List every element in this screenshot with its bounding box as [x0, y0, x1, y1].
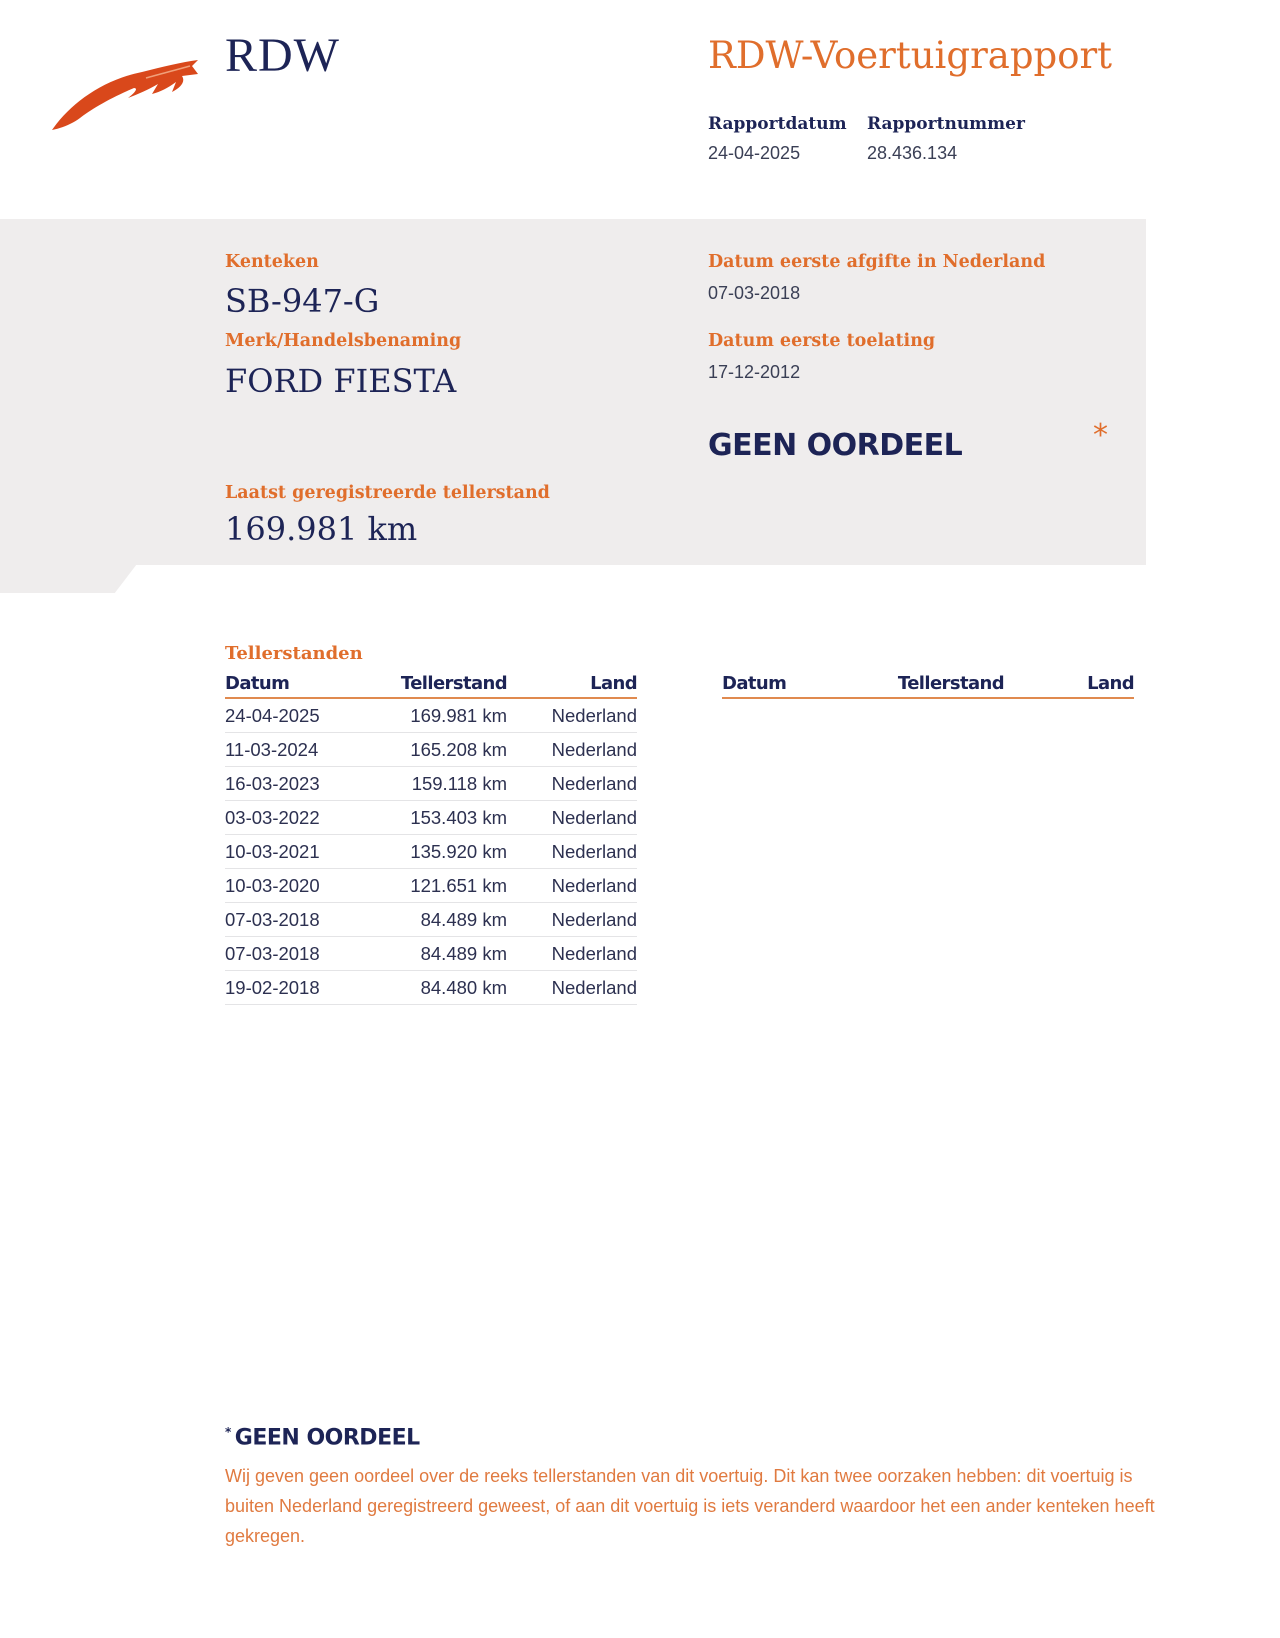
logo-text: RDW	[225, 29, 340, 82]
col-header-country: Land	[507, 668, 637, 698]
first-nl-date-label: Datum eerste afgifte in Nederland	[708, 252, 1046, 272]
row-country: Nederland	[507, 767, 637, 801]
row-reading: 153.403 km	[365, 801, 507, 835]
footnote-text: Wij geven geen oordeel over de reeks tellerstanden van dit voertuig. Dit kan twee oorzaken hebben: dit voertuig is buiten Nederland geregistreerd geweest, of aan dit voertuig is iets veranderd waardoor het een ander kenteken heeft gekregen.	[225, 1466, 1155, 1546]
row-reading: 84.489 km	[365, 937, 507, 971]
table-row	[225, 903, 637, 937]
row-date: 10-03-2020	[225, 869, 365, 903]
make-label: Merk/Handelsbenaming	[225, 331, 462, 351]
verdict-asterisk: *	[1093, 418, 1108, 453]
license-plate: SB-947-G	[225, 282, 380, 320]
row-country: Nederland	[507, 698, 637, 733]
footnote-title-text: GEEN OORDEEL	[234, 1425, 420, 1451]
readings-table-right	[722, 668, 1134, 699]
report-title: RDW-Voertuigrapport	[708, 34, 1113, 77]
first-admission-date: 17-12-2012	[708, 362, 801, 382]
row-date: 16-03-2023	[225, 767, 365, 801]
footnote-title	[225, 1425, 420, 1450]
report-number-label: Rapportnummer	[867, 114, 1025, 134]
table-row	[225, 937, 637, 971]
table-row	[225, 869, 637, 903]
row-country: Nederland	[507, 971, 637, 1005]
col-header-date: Datum	[722, 668, 862, 698]
first-admission-label: Datum eerste toelating	[708, 331, 936, 351]
first-nl-date: 07-03-2018	[708, 283, 801, 303]
row-reading: 169.981 km	[365, 698, 507, 733]
plate-label: Kenteken	[225, 252, 319, 272]
report-number: 28.436.134	[867, 143, 958, 163]
row-date: 10-03-2021	[225, 835, 365, 869]
panel-tab-shape	[0, 560, 140, 593]
row-reading: 84.489 km	[365, 903, 507, 937]
col-header-country: Land	[1004, 668, 1134, 698]
row-country: Nederland	[507, 869, 637, 903]
row-date: 07-03-2018	[225, 937, 365, 971]
col-header-reading: Tellerstand	[365, 668, 507, 698]
row-country: Nederland	[507, 733, 637, 767]
verdict-status: GEEN OORDEEL	[708, 428, 963, 463]
row-reading: 121.651 km	[365, 869, 507, 903]
row-date: 03-03-2022	[225, 801, 365, 835]
row-reading: 84.480 km	[365, 971, 507, 1005]
report-date: 24-04-2025	[708, 143, 801, 163]
row-date: 11-03-2024	[225, 733, 365, 767]
row-date: 19-02-2018	[225, 971, 365, 1005]
vehicle-make: FORD FIESTA	[225, 362, 457, 400]
table-row	[225, 835, 637, 869]
row-country: Nederland	[507, 937, 637, 971]
readings-section-title: Tellerstanden	[225, 643, 363, 664]
row-reading: 165.208 km	[365, 733, 507, 767]
row-country: Nederland	[507, 801, 637, 835]
readings-table-left	[225, 668, 637, 1005]
footnote-marker: *	[225, 1425, 231, 1439]
table-row	[225, 698, 637, 733]
row-country: Nederland	[507, 835, 637, 869]
odometer-label: Laatst geregistreerde tellerstand	[225, 483, 550, 503]
row-reading: 135.920 km	[365, 835, 507, 869]
col-header-date: Datum	[225, 668, 365, 698]
col-header-reading: Tellerstand	[862, 668, 1004, 698]
report-date-label: Rapportdatum	[708, 114, 847, 134]
table-row	[225, 971, 637, 1005]
last-odometer-reading: 169.981 km	[225, 510, 418, 548]
row-country: Nederland	[507, 903, 637, 937]
row-date: 24-04-2025	[225, 698, 365, 733]
table-row	[225, 733, 637, 767]
rdw-logo-icon	[50, 52, 200, 137]
row-date: 07-03-2018	[225, 903, 365, 937]
table-row	[225, 767, 637, 801]
row-reading: 159.118 km	[365, 767, 507, 801]
table-row	[225, 801, 637, 835]
